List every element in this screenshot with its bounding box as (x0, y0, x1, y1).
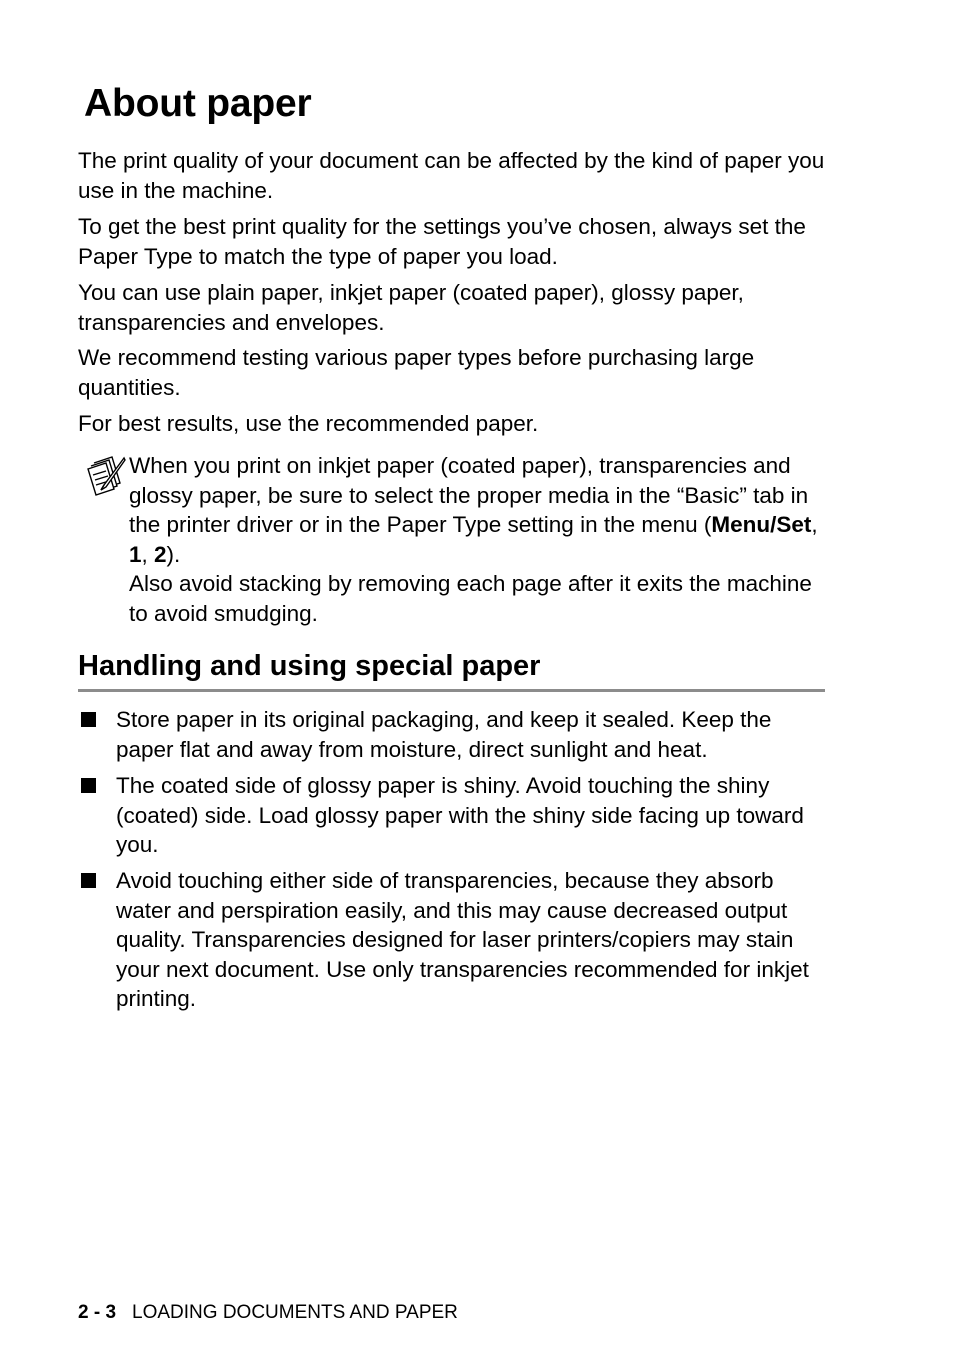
key-2: 2 (154, 541, 167, 567)
page-number: 2 - 3 (78, 1302, 117, 1323)
note-text-prefix: When you print on inkjet paper (coated paper), transparencies and glossy paper, be sure to select the proper media in the “Basic” tab in the printer driver or in the Paper Type setting in the menu ( (129, 453, 809, 537)
bullet-text: Avoid touching either side of transparencies, because they absorb water and perspiration easily, and this may cause decreased output quality. Transparencies designed for laser printers/copiers may stain your next document. Use only transparencies recommended for inkjet printing. (116, 868, 809, 1011)
square-bullet-icon (81, 873, 96, 888)
key-1: 1 (129, 541, 142, 567)
intro-paragraph-3: You can use plain paper, inkjet paper (coated paper), glossy paper, transparencies and envelopes. (78, 280, 744, 335)
page-title: About paper (84, 82, 312, 125)
bullet-item (78, 771, 838, 860)
square-bullet-icon (81, 712, 96, 727)
bullet-text: Store paper in its original packaging, and keep it sealed. Keep the paper flat and away from moisture, direct sunlight and heat. (116, 707, 772, 762)
page-footer (78, 1301, 458, 1325)
square-bullet-icon (81, 778, 96, 793)
bullet-item (78, 866, 838, 1014)
intro-paragraph-4: We recommend testing various paper types before purchasing large quantities. (78, 345, 755, 400)
intro-paragraph-2: To get the best print quality for the settings you’ve chosen, always set the Paper Type to match the type of paper you load. (78, 214, 806, 269)
intro-paragraph-5: For best results, use the recommended paper. (78, 411, 539, 436)
menu-set-key: Menu/Set (711, 512, 812, 537)
intro-paragraph-1: The print quality of your document can be affected by the kind of paper you use in the machine. (78, 148, 825, 203)
note-pad-pencil-icon (84, 455, 126, 499)
bullet-item (78, 705, 838, 764)
section-heading: Handling and using special paper (78, 650, 541, 682)
note-text-1: When you print on inkjet paper (coated paper), transparencies and glossy paper, be sure to select the proper media in the “Basic” tab in the printer driver or in the Paper Type setting in the menu (Menu/Set, 1, 2). (129, 453, 818, 567)
chapter-title: LOADING DOCUMENTS AND PAPER (132, 1302, 458, 1323)
note-text-2: Also avoid stacking by removing each page after it exits the machine to avoid smudging. (129, 571, 812, 626)
bullet-text: The coated side of glossy paper is shiny. Avoid touching the shiny (coated) side. Load glossy paper with the shiny side facing up toward you. (116, 773, 804, 857)
section-divider (78, 689, 825, 692)
